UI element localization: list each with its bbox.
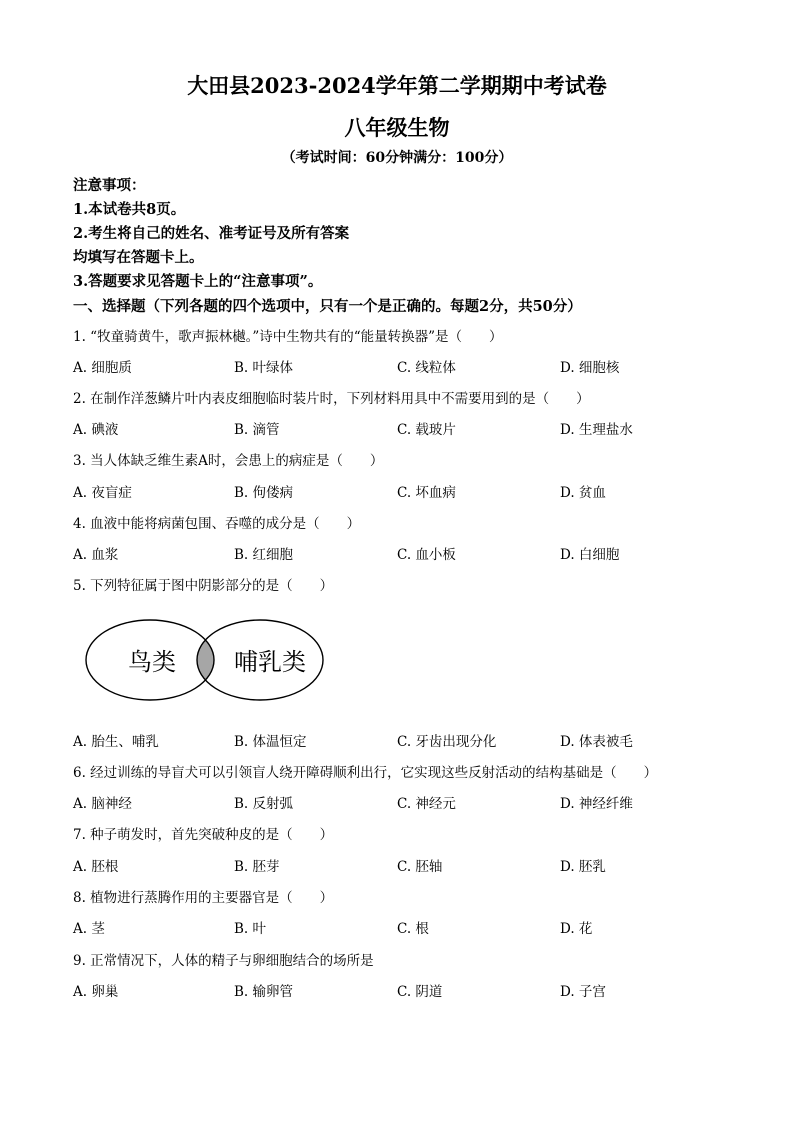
section-heading: 一、选择题（下列各题的四个选项中，只有一个是正确的。每题2分，共50分） — [73, 298, 582, 315]
option-b: B. 胚芽 — [234, 859, 280, 875]
option-d: D. 生理盐水 — [560, 422, 633, 438]
option-b: B. 体温恒定 — [234, 734, 307, 750]
option-a: A. 碘液 — [73, 422, 119, 438]
venn-left-label: 鸟类 — [128, 648, 176, 676]
option-a: A. 脑神经 — [73, 796, 132, 812]
option-d: D. 贫血 — [560, 485, 606, 501]
option-d: D. 花 — [560, 921, 593, 937]
option-c: C. 根 — [397, 921, 429, 937]
option-d: D. 胚乳 — [560, 859, 606, 875]
venn-diagram — [80, 612, 330, 710]
option-d: D. 子宫 — [560, 984, 606, 1000]
question-stem: 8. 植物进行蒸腾作用的主要器官是（ ） — [73, 890, 334, 906]
question-stem: 2. 在制作洋葱鳞片叶内表皮细胞临时装片时，下列材料用具中不需要用到的是（ ） — [73, 391, 590, 407]
option-c: C. 神经元 — [397, 796, 456, 812]
option-b: B. 叶 — [234, 921, 267, 937]
option-a: A. 夜盲症 — [73, 485, 132, 501]
question-stem: 6. 经过训练的导盲犬可以引领盲人绕开障碍顺利出行，它实现这些反射活动的结构基础是（ ） — [73, 765, 658, 781]
option-b: B. 佝偻病 — [234, 485, 294, 501]
option-b: B. 滴管 — [234, 422, 280, 438]
option-b: B. 叶绿体 — [234, 360, 294, 376]
option-a: A. 胚根 — [73, 859, 119, 875]
option-d: D. 白细胞 — [560, 547, 620, 563]
question-stem: 1. “牧童骑黄牛，歌声振林樾。”诗中生物共有的“能量转换器”是（ ） — [73, 329, 503, 345]
option-c: C. 线粒体 — [397, 360, 456, 376]
note-item: 2.考生将自己的姓名、准考证号及所有答案 — [73, 225, 350, 242]
exam-subtitle: 八年级生物 — [344, 115, 450, 140]
question-stem: 9. 正常情况下，人体的精子与卵细胞结合的场所是 — [73, 953, 374, 969]
option-a: A. 茎 — [73, 921, 105, 937]
note-item: 1.本试卷共8页。 — [73, 201, 186, 218]
option-a: A. 细胞质 — [73, 360, 132, 376]
option-c: C. 载玻片 — [397, 422, 456, 438]
option-c: C. 牙齿出现分化 — [397, 734, 497, 750]
note-item: 3.答题要求见答题卡上的“注意事项”。 — [73, 273, 323, 290]
option-c: C. 阴道 — [397, 984, 443, 1000]
option-b: B. 红细胞 — [234, 547, 294, 563]
venn-right-label: 哺乳类 — [234, 648, 306, 676]
option-c: C. 胚轴 — [397, 859, 443, 875]
exam-title: 大田县2023-2024学年第二学期期中考试卷 — [187, 73, 607, 98]
option-a: A. 胎生、哺乳 — [73, 734, 159, 750]
exam-info: （考试时间：60分钟满分：100分） — [281, 150, 513, 166]
option-b: B. 反射弧 — [234, 796, 294, 812]
question-stem: 5. 下列特征属于图中阴影部分的是（ ） — [73, 578, 334, 594]
option-a: A. 血浆 — [73, 547, 119, 563]
option-c: C. 坏血病 — [397, 485, 456, 501]
notes-heading: 注意事项： — [73, 177, 146, 194]
option-d: D. 细胞核 — [560, 360, 620, 376]
question-stem: 7. 种子萌发时，首先突破种皮的是（ ） — [73, 827, 334, 843]
note-item: 均填写在答题卡上。 — [73, 249, 204, 266]
question-stem: 3. 当人体缺乏维生素A时，会患上的病症是（ ） — [73, 453, 384, 469]
option-d: D. 体表被毛 — [560, 734, 633, 750]
option-c: C. 血小板 — [397, 547, 456, 563]
question-stem: 4. 血液中能将病菌包围、吞噬的成分是（ ） — [73, 516, 361, 532]
option-b: B. 输卵管 — [234, 984, 294, 1000]
option-a: A. 卵巢 — [73, 984, 119, 1000]
option-d: D. 神经纤维 — [560, 796, 633, 812]
